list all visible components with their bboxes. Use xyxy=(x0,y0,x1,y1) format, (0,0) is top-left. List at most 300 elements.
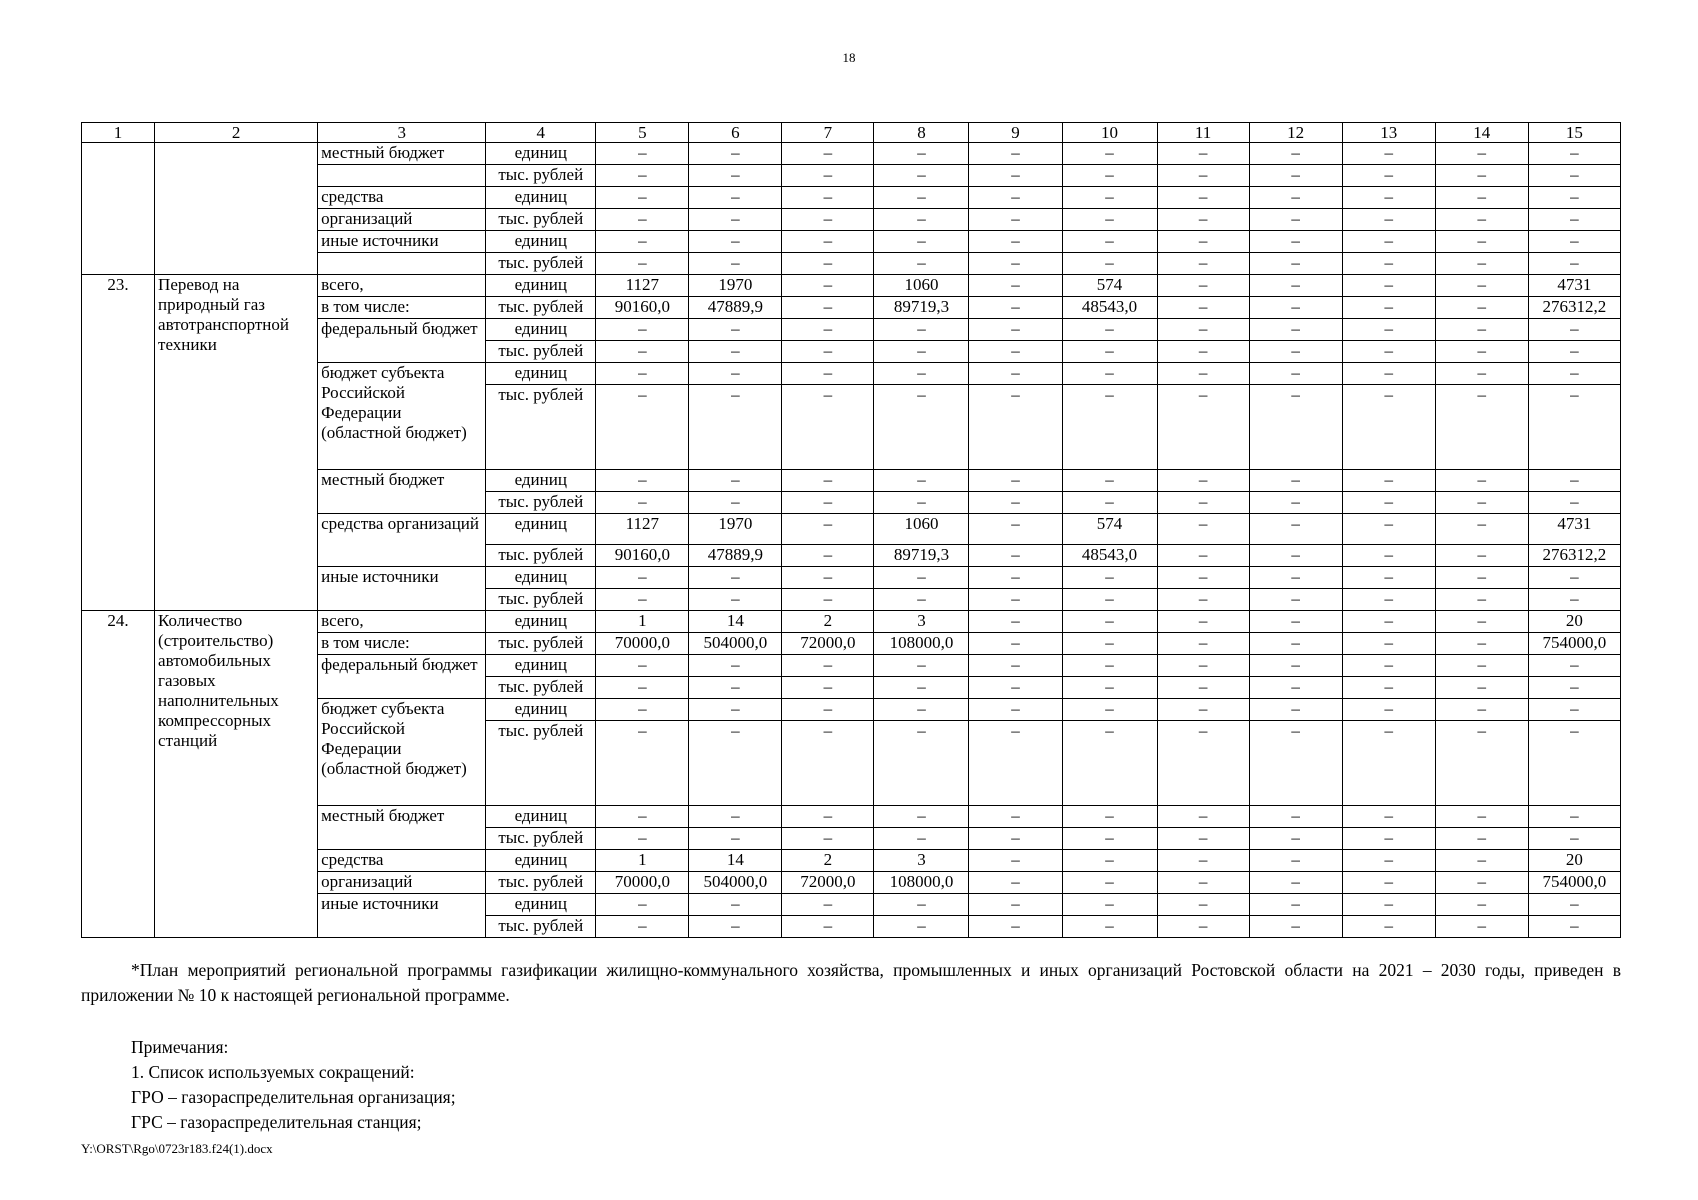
value-cell: – xyxy=(1435,916,1528,938)
value-cell: – xyxy=(596,143,689,165)
unit-cell: единиц xyxy=(486,806,596,828)
value-cell: – xyxy=(1062,231,1157,253)
value-cell: – xyxy=(1342,319,1435,341)
value-cell: – xyxy=(782,253,874,275)
value-cell: – xyxy=(1062,492,1157,514)
value-cell: – xyxy=(1435,143,1528,165)
unit-cell: единиц xyxy=(486,514,596,545)
value-cell: – xyxy=(1157,633,1249,655)
value-cell: – xyxy=(1249,721,1342,806)
value-cell: – xyxy=(969,492,1062,514)
value-cell: 14 xyxy=(689,611,782,633)
value-cell: – xyxy=(1157,209,1249,231)
value-cell: – xyxy=(689,721,782,806)
value-cell: – xyxy=(689,165,782,187)
value-cell: – xyxy=(1249,894,1342,916)
value-cell: – xyxy=(1435,492,1528,514)
value-cell: – xyxy=(1342,633,1435,655)
value-cell: 504000,0 xyxy=(689,872,782,894)
value-cell: – xyxy=(1062,209,1157,231)
value-cell: – xyxy=(1435,275,1528,297)
value-cell: – xyxy=(969,143,1062,165)
unit-cell: единиц xyxy=(486,567,596,589)
value-cell: – xyxy=(1435,253,1528,275)
unit-cell: единиц xyxy=(486,894,596,916)
value-cell: – xyxy=(596,231,689,253)
value-cell: – xyxy=(1157,828,1249,850)
value-cell: 1127 xyxy=(596,275,689,297)
value-cell: – xyxy=(874,187,969,209)
value-cell: – xyxy=(1157,470,1249,492)
value-cell: 574 xyxy=(1062,275,1157,297)
value-cell: – xyxy=(969,165,1062,187)
value-cell: – xyxy=(1528,385,1620,470)
value-cell: – xyxy=(874,341,969,363)
value-cell: 754000,0 xyxy=(1528,633,1620,655)
item-number-cell: 24. xyxy=(82,611,155,938)
value-cell: – xyxy=(689,916,782,938)
value-cell: – xyxy=(1342,231,1435,253)
source-cell: иные источники xyxy=(318,567,486,611)
value-cell: – xyxy=(689,894,782,916)
value-cell: 20 xyxy=(1528,850,1620,872)
value-cell: 72000,0 xyxy=(782,872,874,894)
value-cell: – xyxy=(1435,699,1528,721)
value-cell: – xyxy=(1435,165,1528,187)
value-cell: – xyxy=(689,253,782,275)
value-cell: – xyxy=(689,209,782,231)
value-cell: – xyxy=(1435,828,1528,850)
value-cell: – xyxy=(1342,165,1435,187)
column-header: 13 xyxy=(1342,123,1435,143)
value-cell: – xyxy=(1342,143,1435,165)
value-cell: – xyxy=(969,611,1062,633)
value-cell: 14 xyxy=(689,850,782,872)
column-header: 3 xyxy=(318,123,486,143)
value-cell: – xyxy=(969,514,1062,545)
value-cell: 90160,0 xyxy=(596,297,689,319)
unit-cell: единиц xyxy=(486,143,596,165)
unit-cell: единиц xyxy=(486,319,596,341)
value-cell: 1060 xyxy=(874,275,969,297)
value-cell: – xyxy=(1249,231,1342,253)
value-cell: 276312,2 xyxy=(1528,297,1620,319)
value-cell: – xyxy=(596,492,689,514)
source-cell: бюджет субъекта Российской Федерации (областной бюджет) xyxy=(318,363,486,470)
value-cell: 1 xyxy=(596,611,689,633)
value-cell: – xyxy=(1157,806,1249,828)
value-cell: – xyxy=(1249,275,1342,297)
value-cell: – xyxy=(1342,545,1435,567)
value-cell: – xyxy=(874,385,969,470)
value-cell: – xyxy=(782,492,874,514)
value-cell: – xyxy=(969,253,1062,275)
value-cell: – xyxy=(1528,253,1620,275)
item-name-cell: Перевод на природный газ автотранспортной техники xyxy=(155,275,318,611)
unit-cell: единиц xyxy=(486,470,596,492)
value-cell: – xyxy=(1062,187,1157,209)
value-cell: – xyxy=(1249,916,1342,938)
value-cell: – xyxy=(969,297,1062,319)
value-cell: – xyxy=(874,209,969,231)
value-cell: – xyxy=(1157,872,1249,894)
value-cell: – xyxy=(782,187,874,209)
value-cell: – xyxy=(1342,297,1435,319)
value-cell: – xyxy=(1435,363,1528,385)
value-cell: – xyxy=(1342,677,1435,699)
value-cell: – xyxy=(689,363,782,385)
source-cell: федеральный бюджет xyxy=(318,319,486,363)
unit-cell: тыс. рублей xyxy=(486,341,596,363)
value-cell: – xyxy=(1528,209,1620,231)
value-cell: – xyxy=(596,209,689,231)
value-cell: – xyxy=(1157,341,1249,363)
source-cell xyxy=(318,253,486,275)
item-number-cell xyxy=(82,143,155,275)
notes-item: 1. Список используемых сокращений: xyxy=(131,1062,415,1082)
value-cell: – xyxy=(596,363,689,385)
value-cell: – xyxy=(1528,589,1620,611)
value-cell: – xyxy=(1342,514,1435,545)
value-cell: – xyxy=(689,187,782,209)
value-cell: – xyxy=(874,894,969,916)
value-cell: – xyxy=(689,655,782,677)
value-cell: – xyxy=(969,209,1062,231)
value-cell: 1970 xyxy=(689,514,782,545)
value-cell: – xyxy=(1249,545,1342,567)
value-cell: – xyxy=(782,655,874,677)
value-cell: – xyxy=(596,385,689,470)
value-cell: – xyxy=(1249,589,1342,611)
value-cell: – xyxy=(1528,165,1620,187)
value-cell: – xyxy=(969,470,1062,492)
value-cell: 3 xyxy=(874,850,969,872)
value-cell: – xyxy=(1249,187,1342,209)
value-cell: 90160,0 xyxy=(596,545,689,567)
unit-cell: тыс. рублей xyxy=(486,589,596,611)
value-cell: – xyxy=(874,655,969,677)
value-cell: – xyxy=(782,165,874,187)
value-cell: – xyxy=(1342,894,1435,916)
value-cell: – xyxy=(782,828,874,850)
value-cell: – xyxy=(782,589,874,611)
source-cell: средства организаций xyxy=(318,514,486,567)
value-cell: – xyxy=(596,655,689,677)
value-cell: – xyxy=(782,297,874,319)
value-cell: 754000,0 xyxy=(1528,872,1620,894)
value-cell: – xyxy=(596,721,689,806)
value-cell: – xyxy=(1435,872,1528,894)
value-cell: – xyxy=(596,253,689,275)
value-cell: – xyxy=(874,589,969,611)
value-cell: – xyxy=(969,677,1062,699)
value-cell: – xyxy=(874,806,969,828)
value-cell: – xyxy=(782,894,874,916)
footnote: *План мероприятий региональной программы газификации жилищно-коммунального хозяйства, промышленных и иных организаций Ростовской области на 2021 – 2030 годы, приведен в приложении № 10 к настоящей региональной программе. xyxy=(81,960,1621,1005)
value-cell: – xyxy=(1435,633,1528,655)
value-cell: – xyxy=(1062,850,1157,872)
value-cell: – xyxy=(1528,916,1620,938)
source-cell: местный бюджет xyxy=(318,806,486,850)
value-cell: – xyxy=(596,806,689,828)
value-cell: – xyxy=(1249,567,1342,589)
value-cell: – xyxy=(782,209,874,231)
unit-cell: единиц xyxy=(486,231,596,253)
value-cell: – xyxy=(1062,699,1157,721)
value-cell: 574 xyxy=(1062,514,1157,545)
value-cell: – xyxy=(596,828,689,850)
value-cell: – xyxy=(1062,677,1157,699)
notes-block xyxy=(131,1035,456,1135)
value-cell: – xyxy=(1062,806,1157,828)
value-cell: – xyxy=(969,341,1062,363)
value-cell: 276312,2 xyxy=(1528,545,1620,567)
value-cell: – xyxy=(1157,231,1249,253)
notes-item: ГРО – газораспределительная организация; xyxy=(131,1087,456,1107)
value-cell: – xyxy=(1062,165,1157,187)
column-header: 2 xyxy=(155,123,318,143)
value-cell: – xyxy=(1062,143,1157,165)
value-cell: – xyxy=(969,721,1062,806)
value-cell: – xyxy=(1528,143,1620,165)
value-cell: – xyxy=(1528,470,1620,492)
value-cell: – xyxy=(596,319,689,341)
value-cell: – xyxy=(1157,721,1249,806)
source-cell: организаций xyxy=(318,209,486,231)
value-cell: – xyxy=(1157,187,1249,209)
unit-cell: тыс. рублей xyxy=(486,165,596,187)
unit-cell: тыс. рублей xyxy=(486,492,596,514)
value-cell: – xyxy=(1249,297,1342,319)
value-cell: – xyxy=(874,567,969,589)
value-cell: – xyxy=(782,916,874,938)
unit-cell: тыс. рублей xyxy=(486,916,596,938)
value-cell: – xyxy=(1528,187,1620,209)
value-cell: – xyxy=(1062,894,1157,916)
value-cell: – xyxy=(874,319,969,341)
value-cell: – xyxy=(689,319,782,341)
value-cell: – xyxy=(1062,385,1157,470)
value-cell: – xyxy=(1435,187,1528,209)
value-cell: 2 xyxy=(782,611,874,633)
unit-cell: тыс. рублей xyxy=(486,633,596,655)
value-cell: 72000,0 xyxy=(782,633,874,655)
source-cell: в том числе: xyxy=(318,297,486,319)
value-cell: – xyxy=(1342,275,1435,297)
value-cell: – xyxy=(1249,611,1342,633)
notes-item: ГРС – газораспределительная станция; xyxy=(131,1112,422,1132)
value-cell: – xyxy=(1249,209,1342,231)
value-cell: – xyxy=(1342,253,1435,275)
value-cell: 70000,0 xyxy=(596,633,689,655)
value-cell: – xyxy=(1249,492,1342,514)
value-cell: – xyxy=(1249,341,1342,363)
value-cell: – xyxy=(1342,611,1435,633)
value-cell: – xyxy=(1062,470,1157,492)
value-cell: – xyxy=(1435,806,1528,828)
column-header: 14 xyxy=(1435,123,1528,143)
column-header: 12 xyxy=(1249,123,1342,143)
value-cell: 4731 xyxy=(1528,514,1620,545)
value-cell: – xyxy=(969,633,1062,655)
value-cell: – xyxy=(874,143,969,165)
value-cell: – xyxy=(596,916,689,938)
value-cell: – xyxy=(1157,699,1249,721)
unit-cell: единиц xyxy=(486,187,596,209)
value-cell: 20 xyxy=(1528,611,1620,633)
value-cell: – xyxy=(689,589,782,611)
value-cell: – xyxy=(1249,655,1342,677)
value-cell: 3 xyxy=(874,611,969,633)
value-cell: – xyxy=(874,363,969,385)
value-cell: – xyxy=(1062,655,1157,677)
unit-cell: тыс. рублей xyxy=(486,872,596,894)
value-cell: – xyxy=(1157,545,1249,567)
value-cell: – xyxy=(1157,589,1249,611)
value-cell: 48543,0 xyxy=(1062,545,1157,567)
value-cell: – xyxy=(874,492,969,514)
value-cell: – xyxy=(596,187,689,209)
value-cell: – xyxy=(969,187,1062,209)
source-cell xyxy=(318,165,486,187)
value-cell: – xyxy=(1249,165,1342,187)
value-cell: – xyxy=(1342,806,1435,828)
value-cell: 1127 xyxy=(596,514,689,545)
value-cell: – xyxy=(1435,297,1528,319)
value-cell: – xyxy=(1435,319,1528,341)
value-cell: – xyxy=(596,677,689,699)
value-cell: – xyxy=(689,699,782,721)
value-cell: – xyxy=(1157,514,1249,545)
page-number: 18 xyxy=(842,50,856,65)
value-cell: – xyxy=(969,806,1062,828)
value-cell: 48543,0 xyxy=(1062,297,1157,319)
value-cell: 1060 xyxy=(874,514,969,545)
value-cell: – xyxy=(969,319,1062,341)
value-cell: – xyxy=(596,894,689,916)
column-header: 8 xyxy=(874,123,969,143)
value-cell: – xyxy=(689,567,782,589)
value-cell: 1 xyxy=(596,850,689,872)
table-row xyxy=(82,275,1621,297)
value-cell: – xyxy=(689,806,782,828)
value-cell: – xyxy=(1435,231,1528,253)
value-cell: – xyxy=(1342,699,1435,721)
value-cell: – xyxy=(1157,850,1249,872)
value-cell: – xyxy=(689,677,782,699)
value-cell: 70000,0 xyxy=(596,872,689,894)
value-cell: 89719,3 xyxy=(874,297,969,319)
value-cell: – xyxy=(1435,677,1528,699)
value-cell: – xyxy=(1435,894,1528,916)
value-cell: – xyxy=(689,470,782,492)
value-cell: – xyxy=(969,850,1062,872)
value-cell: – xyxy=(1342,187,1435,209)
value-cell: – xyxy=(1062,319,1157,341)
value-cell: – xyxy=(1249,677,1342,699)
value-cell: – xyxy=(1435,470,1528,492)
unit-cell: единиц xyxy=(486,699,596,721)
value-cell: – xyxy=(782,567,874,589)
value-cell: – xyxy=(969,828,1062,850)
value-cell: 108000,0 xyxy=(874,872,969,894)
value-cell: – xyxy=(1342,721,1435,806)
value-cell: – xyxy=(1249,514,1342,545)
unit-cell: единиц xyxy=(486,363,596,385)
value-cell: – xyxy=(1249,806,1342,828)
value-cell: – xyxy=(1249,253,1342,275)
value-cell: – xyxy=(1342,492,1435,514)
value-cell: – xyxy=(1157,297,1249,319)
value-cell: – xyxy=(874,165,969,187)
value-cell: – xyxy=(1342,363,1435,385)
column-header: 10 xyxy=(1062,123,1157,143)
value-cell: – xyxy=(1435,611,1528,633)
value-cell: – xyxy=(1062,721,1157,806)
value-cell: – xyxy=(1528,655,1620,677)
value-cell: – xyxy=(1435,341,1528,363)
value-cell: – xyxy=(1435,655,1528,677)
value-cell: – xyxy=(1062,611,1157,633)
source-cell: всего, xyxy=(318,275,486,297)
value-cell: – xyxy=(874,828,969,850)
value-cell: – xyxy=(1062,363,1157,385)
value-cell: – xyxy=(969,894,1062,916)
column-header: 4 xyxy=(486,123,596,143)
value-cell: – xyxy=(1157,894,1249,916)
source-cell: федеральный бюджет xyxy=(318,655,486,699)
value-cell: – xyxy=(782,143,874,165)
column-header: 9 xyxy=(969,123,1062,143)
value-cell: – xyxy=(969,699,1062,721)
value-cell: – xyxy=(1249,470,1342,492)
value-cell: – xyxy=(969,363,1062,385)
value-cell: – xyxy=(596,589,689,611)
value-cell: – xyxy=(1249,143,1342,165)
value-cell: – xyxy=(1528,492,1620,514)
value-cell: – xyxy=(1528,828,1620,850)
value-cell: – xyxy=(1157,385,1249,470)
value-cell: – xyxy=(1342,385,1435,470)
header-row xyxy=(82,123,1621,143)
value-cell: – xyxy=(969,589,1062,611)
value-cell: – xyxy=(1342,470,1435,492)
value-cell: – xyxy=(596,470,689,492)
value-cell: – xyxy=(782,319,874,341)
item-name-cell xyxy=(155,143,318,275)
value-cell: – xyxy=(1435,545,1528,567)
value-cell: – xyxy=(874,699,969,721)
value-cell: – xyxy=(1528,567,1620,589)
value-cell: – xyxy=(874,677,969,699)
value-cell: – xyxy=(1157,492,1249,514)
value-cell: – xyxy=(782,677,874,699)
value-cell: – xyxy=(1342,850,1435,872)
value-cell: – xyxy=(1249,363,1342,385)
value-cell: – xyxy=(782,341,874,363)
unit-cell: тыс. рублей xyxy=(486,677,596,699)
source-cell: местный бюджет xyxy=(318,470,486,514)
unit-cell: тыс. рублей xyxy=(486,209,596,231)
value-cell: – xyxy=(689,341,782,363)
value-cell: – xyxy=(1528,721,1620,806)
value-cell: – xyxy=(1157,363,1249,385)
unit-cell: единиц xyxy=(486,655,596,677)
value-cell: – xyxy=(1062,589,1157,611)
value-cell: 47889,9 xyxy=(689,297,782,319)
value-cell: 1970 xyxy=(689,275,782,297)
value-cell: – xyxy=(689,492,782,514)
